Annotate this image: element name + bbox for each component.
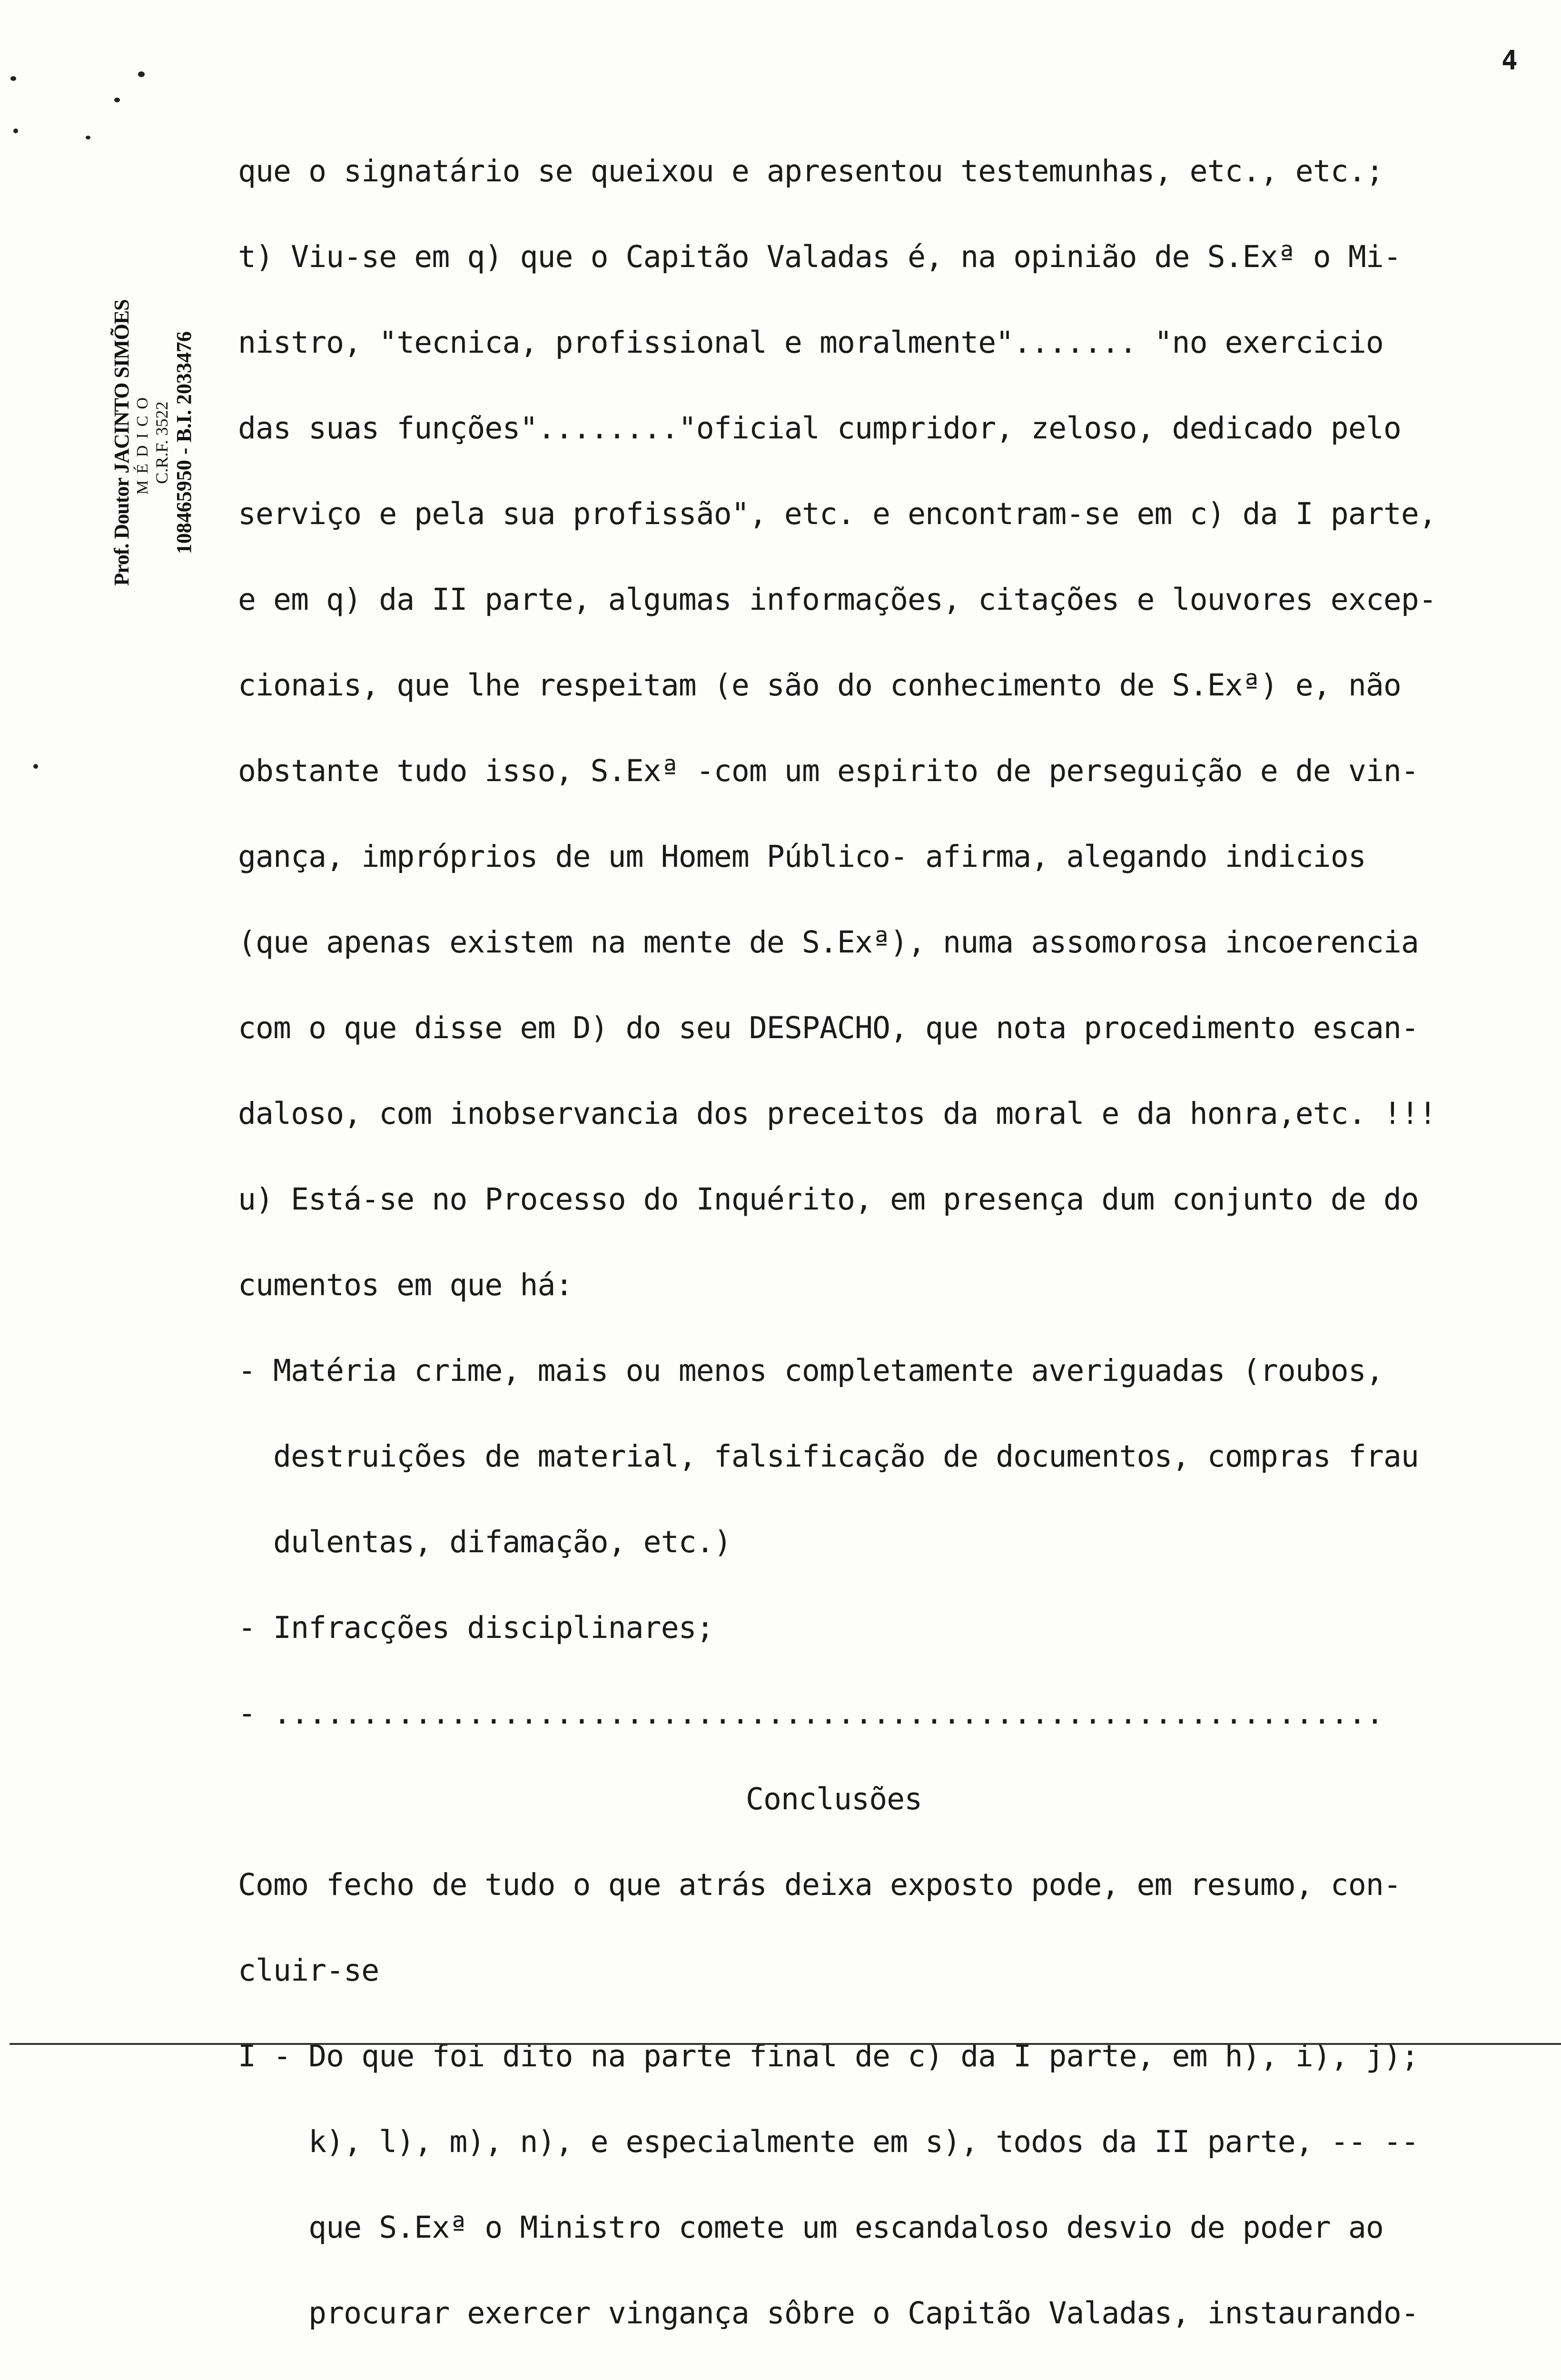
stamp-name: Prof. Doutor JACINTO SIMÕES [110, 299, 133, 586]
conclusions-heading: Conclusões [746, 1782, 922, 1816]
stamp-ids: 108465950 - B.I. 2033476 [172, 331, 196, 555]
text-line: que o signatário se queixou e apresentou testemunhas, etc., etc.; [238, 154, 1383, 188]
text-line: cumentos em que há: [238, 1268, 573, 1302]
text-line: I - Do que foi dito na parte final de c) da I parte, em h), i), j); [238, 2039, 1419, 2073]
scan-speck [114, 98, 120, 102]
scan-speck [86, 136, 90, 139]
footer-rule [10, 2043, 1561, 2045]
text-line: obstante tudo isso, S.Exª -com um espirito de perseguição e de vin- [238, 754, 1419, 788]
text-line: u) Está-se no Processo do Inquérito, em presença dum conjunto de do [238, 1182, 1419, 1217]
scan-speck [33, 764, 38, 769]
section-heading-line [238, 1782, 1551, 1816]
text-line: procurar exercer vingança sôbre o Capitão Valadas, instaurando- [238, 2296, 1419, 2330]
text-line: - ............................................................... [238, 1696, 1383, 1731]
scan-speck [13, 129, 18, 133]
text-line: nistro, "tecnica, profissional e moralmente"....... "no exercicio [238, 325, 1383, 360]
text-line: das suas funções"........"oficial cumpridor, zeloso, dedicado pelo [238, 411, 1401, 446]
text-line: t) Viu-se em q) que o Capitão Valadas é, na opinião de S.Exª o Mi- [238, 239, 1401, 274]
text-line: com o que disse em D) do seu DESPACHO, que nota procedimento escan- [238, 1011, 1419, 1045]
text-line: destruições de material, falsificação de documentos, compras frau [238, 1439, 1419, 1474]
text-line: gança, impróprios de um Homem Público- afirma, alegando indicios [238, 839, 1366, 874]
text-line: que S.Exª o Ministro comete um escandaloso desvio de poder ao [238, 2210, 1383, 2245]
text-line: cionais, que lhe respeitam (e são do conhecimento de S.Exª) e, não [238, 668, 1401, 703]
document-body [238, 100, 1551, 2380]
text-line: daloso, com inobservancia dos preceitos da moral e da honra,etc. !!! [238, 1096, 1436, 1131]
text-line: cluir-se [238, 1953, 379, 1988]
text-line: e em q) da II parte, algumas informações, citações e louvores excep- [238, 582, 1436, 617]
text-line: dulentas, difamação, etc.) [238, 1525, 731, 1559]
text-line: serviço e pela sua profissão", etc. e encontram-se em c) da I parte, [238, 496, 1436, 531]
stamp-role: MÉDICO [134, 390, 151, 495]
text-line: (que apenas existem na mente de S.Exª), numa assomorosa incoerencia [238, 925, 1419, 960]
doctor-stamp [109, 267, 224, 619]
text-line: - Infracções disciplinares; [238, 1610, 714, 1645]
scan-speck [10, 76, 16, 81]
text-line: - Matéria crime, mais ou menos completamente averiguadas (roubos, [238, 1353, 1383, 1388]
text-line: Como fecho de tudo o que atrás deixa exposto pode, em resumo, con- [238, 1867, 1401, 1902]
stamp-crf: C.R.F. 3522 [152, 401, 171, 484]
scan-speck [138, 71, 145, 77]
page-number: 4 [1502, 45, 1518, 76]
text-line: k), l), m), n), e especialmente em s), todos da II parte, -- -- [238, 2124, 1419, 2159]
